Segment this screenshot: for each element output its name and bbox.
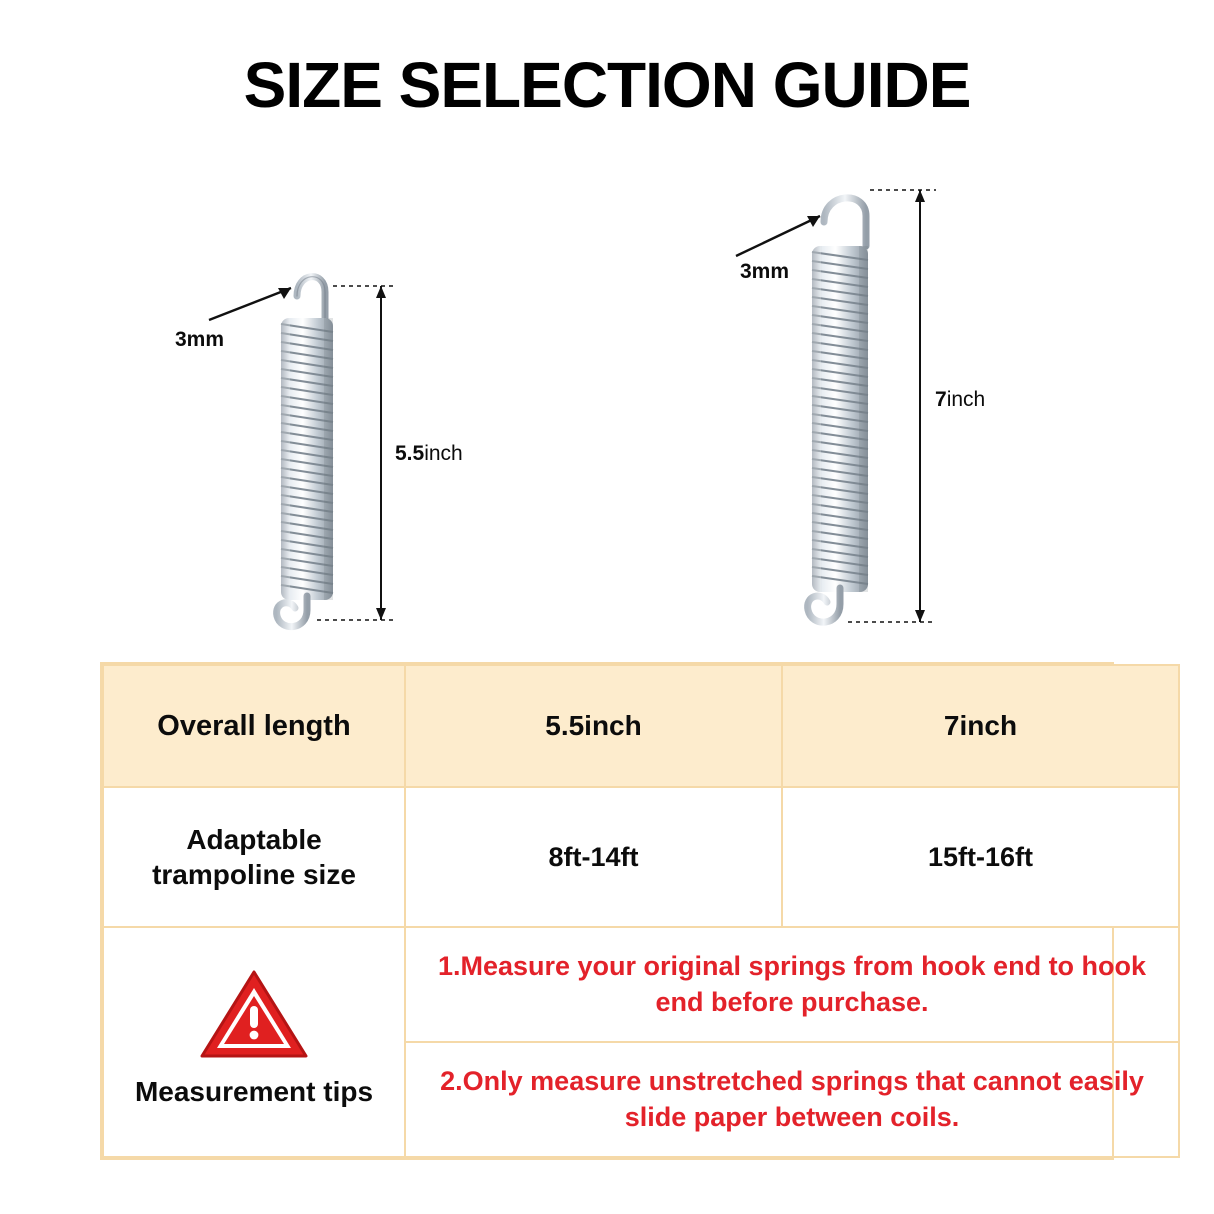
wire-diameter-label-right: 3mm: [740, 260, 790, 283]
page-title: SIZE SELECTION GUIDE: [243, 49, 971, 121]
wire-diameter-label-left: 3mm: [175, 328, 225, 351]
table-row: [103, 787, 1179, 927]
measurement-tip-2: 2.Only measure unstretched springs that cannot easily slide paper between coils.: [405, 1042, 1179, 1157]
measurement-tips-text: Measurement tips: [134, 1076, 374, 1108]
spring-illustration: [0, 150, 1214, 650]
size-selection-table: [100, 662, 1147, 1160]
table-row: [103, 927, 1179, 1042]
adaptable-size-option-b: 15ft-16ft: [782, 787, 1179, 927]
overall-length-option-a: 5.5inch: [405, 665, 782, 787]
overall-length-label-right: 7inch: [935, 388, 986, 411]
measurement-tip-1: 1.Measure your original springs from hook end to hook end before purchase.: [405, 927, 1179, 1042]
overall-length-option-b: 7inch: [782, 665, 1179, 787]
adaptable-size-option-a: 8ft-14ft: [405, 787, 782, 927]
adaptable-size-label: Adaptable trampoline size: [103, 787, 405, 927]
measurement-tips-label-cell: [103, 927, 405, 1157]
warning-triangle-icon: [198, 966, 310, 1062]
overall-length-header: Overall length: [103, 665, 405, 787]
table-row: [103, 665, 1179, 787]
spring-diagram-left: [175, 200, 463, 620]
overall-length-label-left: 5.5inch: [395, 442, 463, 465]
spring-diagram-right: [720, 160, 990, 630]
spring-left-graphic: [185, 200, 445, 620]
